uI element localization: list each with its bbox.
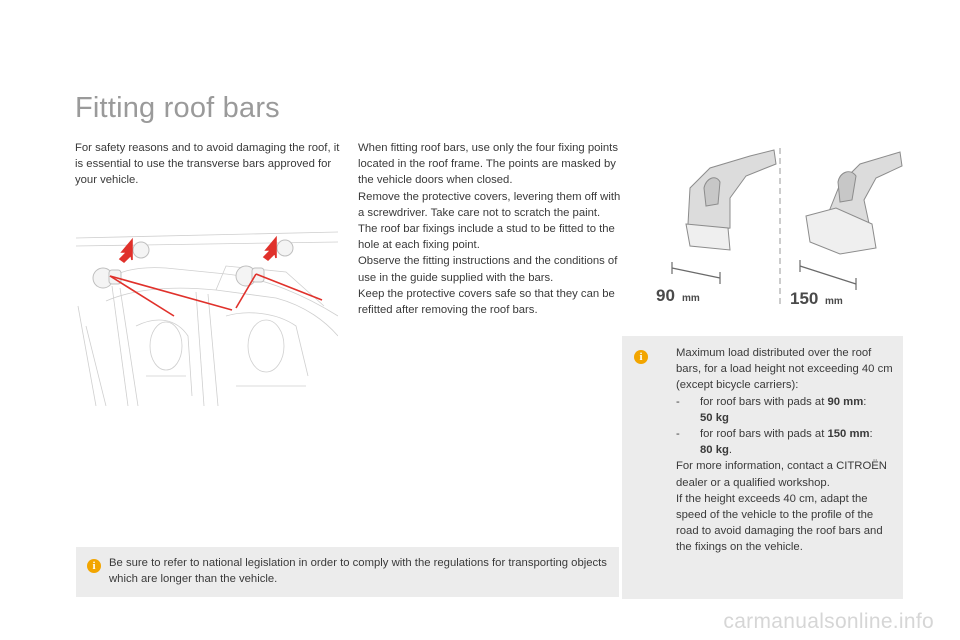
legislation-note	[76, 547, 619, 597]
info-icon: i	[87, 559, 101, 573]
pad-size-value: 90 mm	[827, 395, 864, 408]
load-limit-intro: Maximum load distributed over the roof bars, for a load height not exceeding 40 cm (except bicycle carriers):	[676, 347, 893, 392]
fitting-instructions	[358, 140, 626, 318]
load-limit-note-text	[676, 345, 898, 556]
max-load-value: 50 kg	[700, 411, 729, 424]
more-info-text: For more information, contact a CITROËN dealer or a qualified workshop.	[676, 460, 887, 489]
pointer-line	[256, 274, 322, 300]
pad-width-90-label: 90	[656, 286, 675, 305]
load-limit-item: - for roof bars with pads at 150 mm: 80 kg.	[676, 428, 873, 457]
fitting-paragraph: Observe the fitting instructions and the conditions of use in the guide supplied with the bars.	[358, 255, 618, 284]
fitting-paragraph: Remove the protective covers, levering them off with a screwdriver. Take care not to scratch the paint.	[358, 190, 621, 219]
fixing-point-cover	[277, 240, 293, 256]
watermark: carmanualsonline.info	[723, 610, 934, 633]
car-fixing-points-illustration	[76, 226, 338, 406]
max-load-value: 80 kg	[700, 444, 729, 457]
pad-width-unit: mm	[682, 293, 700, 304]
page-title: Fitting roof bars	[75, 92, 280, 124]
pad-size-value: 150 mm	[827, 428, 870, 441]
intro-paragraph: For safety reasons and to avoid damaging the roof, it is essential to use the transverse bars approved for your vehicle.	[75, 142, 340, 187]
red-arrow-icon	[120, 240, 132, 262]
height-advice-text: If the height exceeds 40 cm, adapt the speed of the vehicle to the profile of the road to avoid damaging the roof bars and the fixings on the vehicle.	[676, 492, 883, 554]
fitting-paragraph: When fitting roof bars, use only the four fixing points located in the roof frame. The points are masked by the vehicle doors when closed.	[358, 142, 618, 187]
fitting-paragraph: Keep the protective covers safe so that they can be refitted after removing the roof bars.	[358, 287, 615, 317]
pad-width-150-label: 150	[790, 289, 819, 308]
load-limit-item: - for roof bars with pads at 90 mm: 50 kg	[676, 395, 867, 424]
load-limit-note	[622, 336, 903, 599]
legislation-note-text: Be sure to refer to national legislation in order to comply with the regulations for transporting objects which are longer than the vehicle.	[109, 557, 607, 586]
pad-width-unit: mm	[825, 296, 843, 307]
fitting-paragraph: The roof bar fixings include a stud to be fitted to the hole at each fixing point.	[358, 223, 615, 252]
red-arrow-icon	[264, 238, 276, 260]
roof-bar-pads-illustration	[650, 128, 912, 312]
info-icon: i	[634, 350, 648, 364]
pointer-line	[110, 276, 232, 310]
fixing-point-cover	[133, 242, 149, 258]
